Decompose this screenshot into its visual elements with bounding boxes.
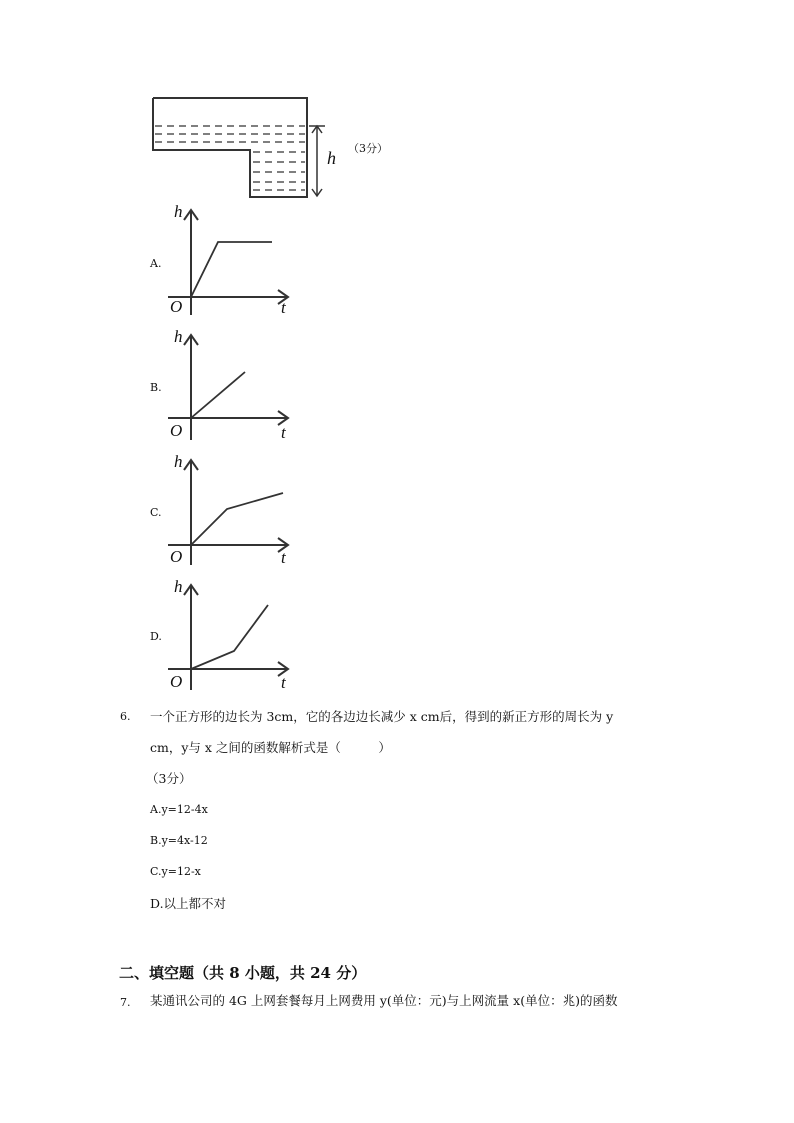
height-label: h [327,148,336,168]
option-a-origin: O [170,297,183,316]
option-c-curve [191,493,283,545]
option-b-label[interactable]: B. [150,381,162,394]
question-6-option-c[interactable]: C.y=12-x [150,865,201,878]
option-c-label[interactable]: C. [150,506,162,519]
option-d-y-label: h [174,577,183,596]
option-b-origin: O [170,421,183,440]
option-d-x-label: t [281,673,286,692]
section-2-title: 二、填空题（共 8 小题，共 24 分） [119,964,367,982]
option-a-curve [191,242,272,297]
question-6-score: （3分） [146,771,192,786]
question-7-line-1: 某通讯公司的 4G 上网套餐每月上网费用 y(单位：元)与上网流量 x(单位：兆)的函数 [150,993,618,1008]
question-5-score: （3分） [348,142,388,155]
option-a-y-label: h [174,202,183,221]
question-6-option-d[interactable]: D.以上都不对 [150,896,227,911]
question-6-line-1: 一个正方形的边长为 3cm，它的各边边长减少 x cm后，得到的新正方形的周长为 y [150,709,614,724]
container-diagram [145,90,345,205]
question-6-option-a[interactable]: A.y=12-4x [150,803,208,816]
option-c-origin: O [170,547,183,566]
question-7-number: 7. [120,996,131,1009]
question-6-option-b[interactable]: B.y=4x-12 [150,834,208,847]
option-d-origin: O [170,672,183,691]
option-b-curve [191,372,245,418]
option-a-label[interactable]: A. [150,257,162,270]
option-c-x-label: t [281,548,286,567]
question-6-line-2: cm，y与 x 之间的函数解析式是（ ） [150,740,391,755]
option-b-x-label: t [281,423,286,442]
option-d-label[interactable]: D. [150,630,162,643]
option-c-y-label: h [174,452,183,471]
option-a-x-label: t [281,298,286,317]
option-b-y-label: h [174,327,183,346]
question-6-number: 6. [120,710,131,723]
option-d-curve [191,605,268,669]
